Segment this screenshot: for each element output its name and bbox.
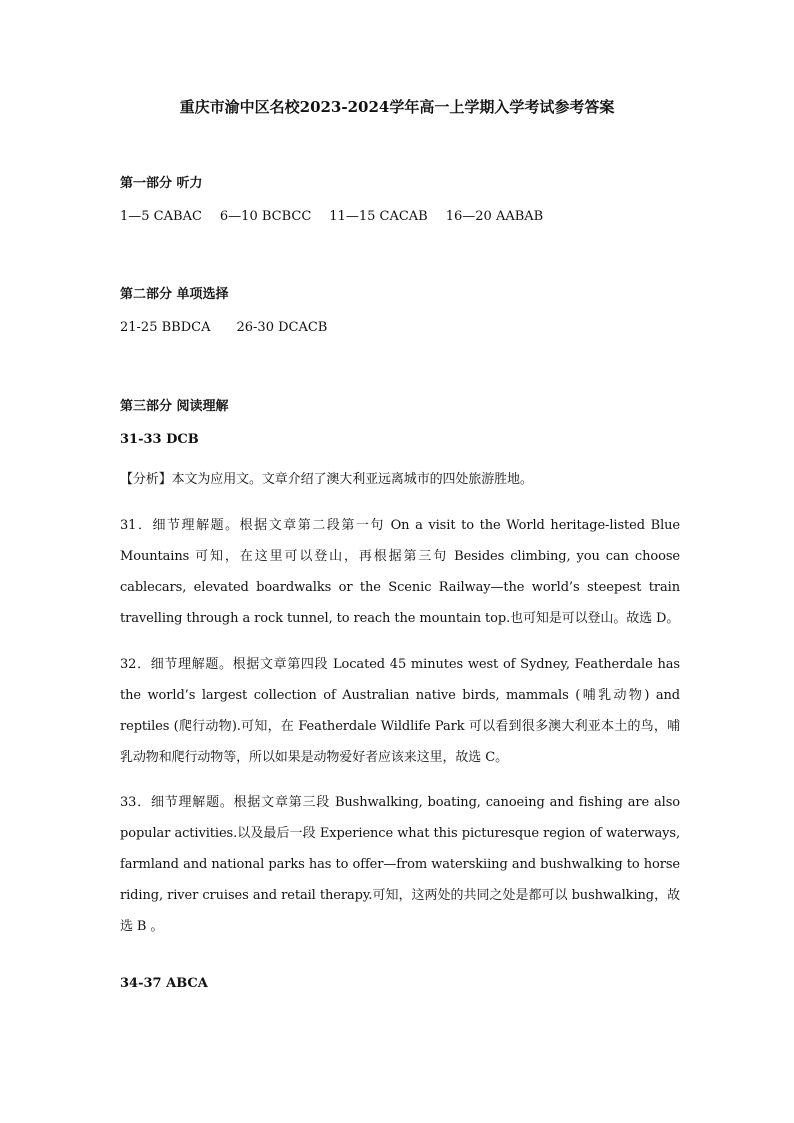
answer-group: 26-30 DCACB xyxy=(236,320,328,335)
part2-heading: 第二部分 单项选择 xyxy=(120,287,229,302)
document-title: 重庆市渝中区名校2023-2024学年高一上学期入学考试参考答案 xyxy=(179,98,615,116)
answer-group: 11—15 CACAB xyxy=(329,209,428,224)
question-range-34-37: 34-37 ABCA xyxy=(120,976,208,991)
analysis-paragraph: 【分析】本文为应用文。文章介绍了澳大利亚远离城市的四处旅游胜地。 xyxy=(120,472,533,487)
answer-group: 21-25 BBDCA xyxy=(120,320,211,335)
explanation-q32: 32．细节理解题。根据文章第四段 Located 45 minutes west of Sydney, Featherdale has the world’s largest collection of Australian native birds, mammals (哺乳动物) and reptiles (爬行动物).可知，在 Featherdale Wildlife Park 可以看到很多澳大利亚本土的鸟，哺乳动物和爬行动物等，所以如果是动物爱好者应该来这里，故选 C。 xyxy=(120,657,680,765)
explanation-q31: 31．细节理解题。根据文章第二段第一句 On a visit to the World heritage-listed Blue Mountains 可知，在这里可以登山，再根据第三句 Besides climbing, you can choose cablecars, elevated boardwalks or the Scenic Railway—the world’s steepest train travelling through a rock tunnel, to reach the mountain top.也可知是可以登山。故选 D。 xyxy=(120,518,680,626)
answer-group: 16—20 AABAB xyxy=(445,209,544,224)
answer-group: 1—5 CABAC xyxy=(120,209,202,224)
part3-heading: 第三部分 阅读理解 xyxy=(120,399,229,414)
explanation-q33: 33．细节理解题。根据文章第三段 Bushwalking, boating, canoeing and fishing are also popular activities.以及最后一段 Experience what this picturesque region of waterways, farmland and national parks has to offer—from waterskiing and bushwalking to horse riding, river cruises and retail therapy.可知，这两处的共同之处是都可以 bushwalking，故选 B 。 xyxy=(120,795,680,934)
part2-answers xyxy=(120,320,353,335)
question-range-31-33: 31-33 DCB xyxy=(120,432,199,447)
part1-heading: 第一部分 听力 xyxy=(120,176,203,191)
part1-answers xyxy=(120,209,561,224)
answer-group: 6—10 BCBCC xyxy=(219,209,312,224)
